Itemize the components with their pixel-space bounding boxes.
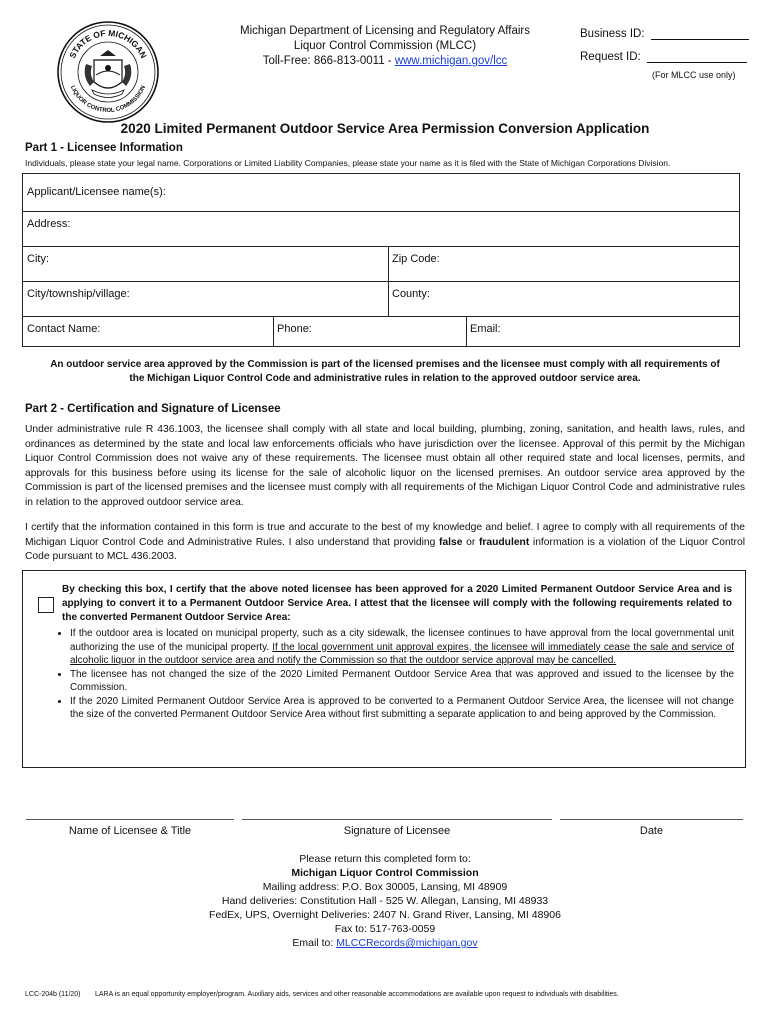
- request-id-field[interactable]: [647, 50, 747, 63]
- document-title: 2020 Limited Permanent Outdoor Service Area Permission Conversion Application: [120, 121, 650, 136]
- contact-line: [200, 54, 570, 69]
- or-word: or: [462, 536, 479, 548]
- agency-name: Michigan Department of Licensing and Regulatory Affairs: [239, 25, 530, 37]
- eeo-statement: LARA is an equal opportunity employer/program. Auxiliary aids, services and other reasonable accommodations are available upon request to individuals with disabilities.: [95, 991, 619, 998]
- agency-header: [200, 24, 570, 69]
- fax-line: Fax to: 517-763-0059: [334, 923, 436, 935]
- applicant-field[interactable]: Applicant/Licensee name(s):: [27, 186, 166, 198]
- email-field[interactable]: Email:: [470, 323, 501, 335]
- outdoor-notice: [22, 358, 748, 386]
- fedex-delivery: FedEx, UPS, Overnight Deliveries: 2407 N. Grand River, Lansing, MI 48906: [209, 909, 561, 921]
- phone-field[interactable]: Phone:: [277, 323, 312, 335]
- licensee-info-form: [22, 173, 740, 347]
- tollfree-text: Toll-Free: 866-813-0011 -: [262, 55, 395, 67]
- email-prefix: Email to:: [292, 937, 337, 949]
- signature-line[interactable]: [242, 819, 552, 820]
- list-item: [70, 627, 734, 668]
- request-id-row: [580, 50, 747, 63]
- notice-line-2: the Michigan Liquor Control Code and administrative rules in relation to the approved outdoor service area.: [129, 373, 641, 384]
- part1-instructions: Individuals, please state your legal name. Corporations or Limited Liability Companies, please state your name as it is filed with the State of Michigan Corporations Division.: [25, 158, 671, 168]
- commission-name: Liquor Control Commission (MLCC): [293, 40, 477, 52]
- certification-heading: By checking this box, I certify that the above noted licensee has been approved for a 2020 Limited Permanent Outdoor Service Area and is applying to convert it to a Permanent Outdoor Service Area. I attest that the licensee will comply with the following requirements related to the converted Permanent Outdoor Service Area:: [62, 584, 732, 623]
- date-label: Date: [639, 825, 664, 837]
- bullet1-text: If the outdoor area is located on municipal property, such as a city sidewalk, the licensee continues to have approval from the local governmental unit authorizing the use of the municipal property.: [70, 628, 734, 653]
- state-seal-icon: [56, 20, 160, 124]
- business-id-label: Business ID:: [580, 28, 645, 40]
- checkbox-icon[interactable]: [38, 597, 54, 613]
- zip-field[interactable]: Zip Code:: [392, 253, 440, 265]
- rule-paragraph: Under administrative rule R 436.1003, the licensee shall comply with all state and local building, plumbing, zoning, sanitation, and health laws, rules, and ordinances as determined by the state and local law enforcements officials who have jurisdiction over the licensee. Approval of this permit by the Michigan Liquor Control Commission does not waive any of these requirements. The licensee must obtain all other required state and local licenses, permits, and approvals for this business before using its license for the sale of alcoholic liquor on the licensed premises. An outdoor service area approved by the Commission is part of the licensed premises and the licensee must comply with all requirements of the Michigan Liquor Control Code and administrative rules in relation to the approved outdoor service area.: [25, 424, 745, 508]
- contact-name-field[interactable]: Contact Name:: [27, 323, 101, 335]
- certify-text-b: information is a violation of the Liquor Control Code pursuant to MCL 436.2003.: [25, 536, 745, 562]
- part2-heading: Part 2 - Certification and Signature of Licensee: [25, 403, 281, 415]
- website-link[interactable]: www.michigan.gov/lcc: [394, 55, 508, 67]
- email-link[interactable]: MLCCRecords@michigan.gov: [336, 937, 478, 949]
- seal-top-text: STATE OF MICHIGAN: [67, 27, 149, 60]
- city-field[interactable]: City:: [27, 253, 49, 265]
- notice-line-1: An outdoor service area approved by the Commission is part of the licensed premises and the licensee must comply with all requirements of: [50, 359, 720, 370]
- seal-bottom-text: LIQUOR CONTROL COMMISSION: [68, 84, 148, 115]
- signature-label: Signature of Licensee: [343, 825, 451, 837]
- business-id-field[interactable]: [651, 27, 749, 40]
- address-field[interactable]: Address:: [27, 218, 71, 230]
- list-item: • The licensee has not changed the size of the 2020 Limited Permanent Outdoor Service Area that was approved and issued to the licensee by the Commission.: [70, 668, 734, 695]
- part1-heading: Part 1 - Licensee Information: [25, 142, 183, 154]
- list-item: • If the 2020 Limited Permanent Outdoor Service Area is approved to be converted to a Permanent Outdoor Service Area, the licensee will not change the size of the converted Permanent Outdoor Service Area without first submitting a separate application to and being approved by the Commission.: [70, 695, 734, 722]
- mlcc-use-note: (For MLCC use only): [652, 70, 736, 80]
- name-title-label: Name of Licensee & Title: [68, 825, 192, 837]
- county-field[interactable]: County:: [392, 288, 430, 300]
- business-id-row: [580, 27, 749, 40]
- false-word: false: [439, 536, 463, 548]
- hand-delivery: Hand deliveries: Constitution Hall - 525 W. Allegan, Lansing, MI 48933: [221, 895, 549, 907]
- form-id: LCC-204b (11/20): [25, 991, 81, 998]
- fraudulent-word: fraudulent: [478, 536, 530, 548]
- township-field[interactable]: City/township/village:: [27, 288, 130, 300]
- return-org: Michigan Liquor Control Commission: [291, 867, 479, 879]
- request-id-label: Request ID:: [580, 51, 641, 63]
- email-line: [0, 936, 770, 950]
- bullet1-underlined: If the local government unit approval expires, the licensee will immediately cease the sale and service of alcoholic liquor in the outdoor service area and notify the Commission so that the outdoor service approval may be cancelled.: [70, 641, 734, 666]
- certify-text-a: I certify that the information contained in this form is true and accurate to the best of my knowledge and belief. I agree to comply with all requirements of the Michigan Liquor Control Code and Administrative Rules. I also understand that providing: [25, 522, 745, 548]
- mailing-address: Mailing address: P.O. Box 30005, Lansing, MI 48909: [262, 881, 508, 893]
- requirements-list: [58, 627, 734, 722]
- certify-paragraph: [25, 521, 745, 565]
- date-line[interactable]: [560, 819, 743, 820]
- return-info: [0, 852, 770, 950]
- return-line1: Please return this completed form to:: [299, 853, 471, 865]
- name-title-line[interactable]: [26, 819, 234, 820]
